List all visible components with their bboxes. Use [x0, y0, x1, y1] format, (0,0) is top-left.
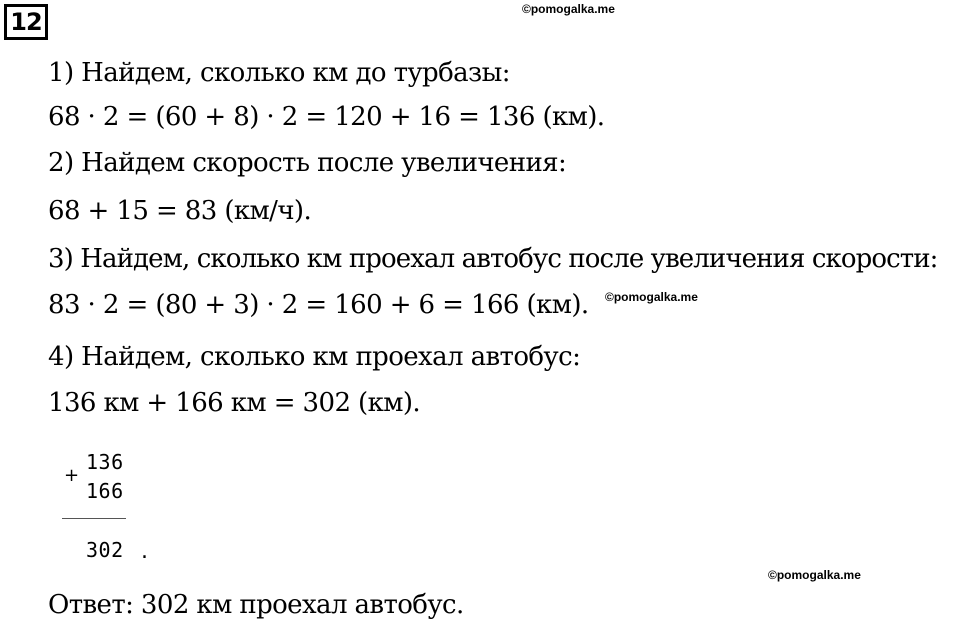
step-2-heading: 2) Найдем скорость после увеличения: — [48, 148, 567, 178]
step-2-equation: 68 + 15 = 83 (км/ч). — [48, 196, 312, 226]
answer-line: Ответ: 302 км проехал автобус. — [48, 590, 464, 620]
plus-sign: + — [64, 465, 80, 486]
step-3-equation: 83 · 2 = (80 + 3) · 2 = 160 + 6 = 166 (км). — [48, 290, 589, 320]
sum-divider-line — [62, 518, 126, 519]
step-1-equation: 68 · 2 = (60 + 8) · 2 = 120 + 16 = 136 (км). — [48, 102, 605, 132]
watermark-middle: ©pomogalka.me — [605, 290, 698, 304]
task-number-box — [4, 4, 48, 40]
sum-trailing-period: . — [141, 539, 148, 564]
sum-result: 302 — [86, 538, 124, 562]
addend-2: 166 — [86, 479, 124, 503]
step-4-heading: 4) Найдем, сколько км проехал автобус: — [48, 342, 581, 372]
addend-1: 136 — [86, 450, 124, 474]
step-1-heading: 1) Найдем, сколько км до турбазы: — [48, 58, 510, 88]
task-number: 12 — [10, 8, 42, 36]
watermark-bottom: ©pomogalka.me — [768, 568, 861, 582]
step-4-equation: 136 км + 166 км = 302 (км). — [48, 388, 421, 418]
watermark-top: ©pomogalka.me — [522, 2, 615, 16]
step-3-heading: 3) Найдем, сколько км проехал автобус после увеличения скорости: — [48, 244, 938, 274]
